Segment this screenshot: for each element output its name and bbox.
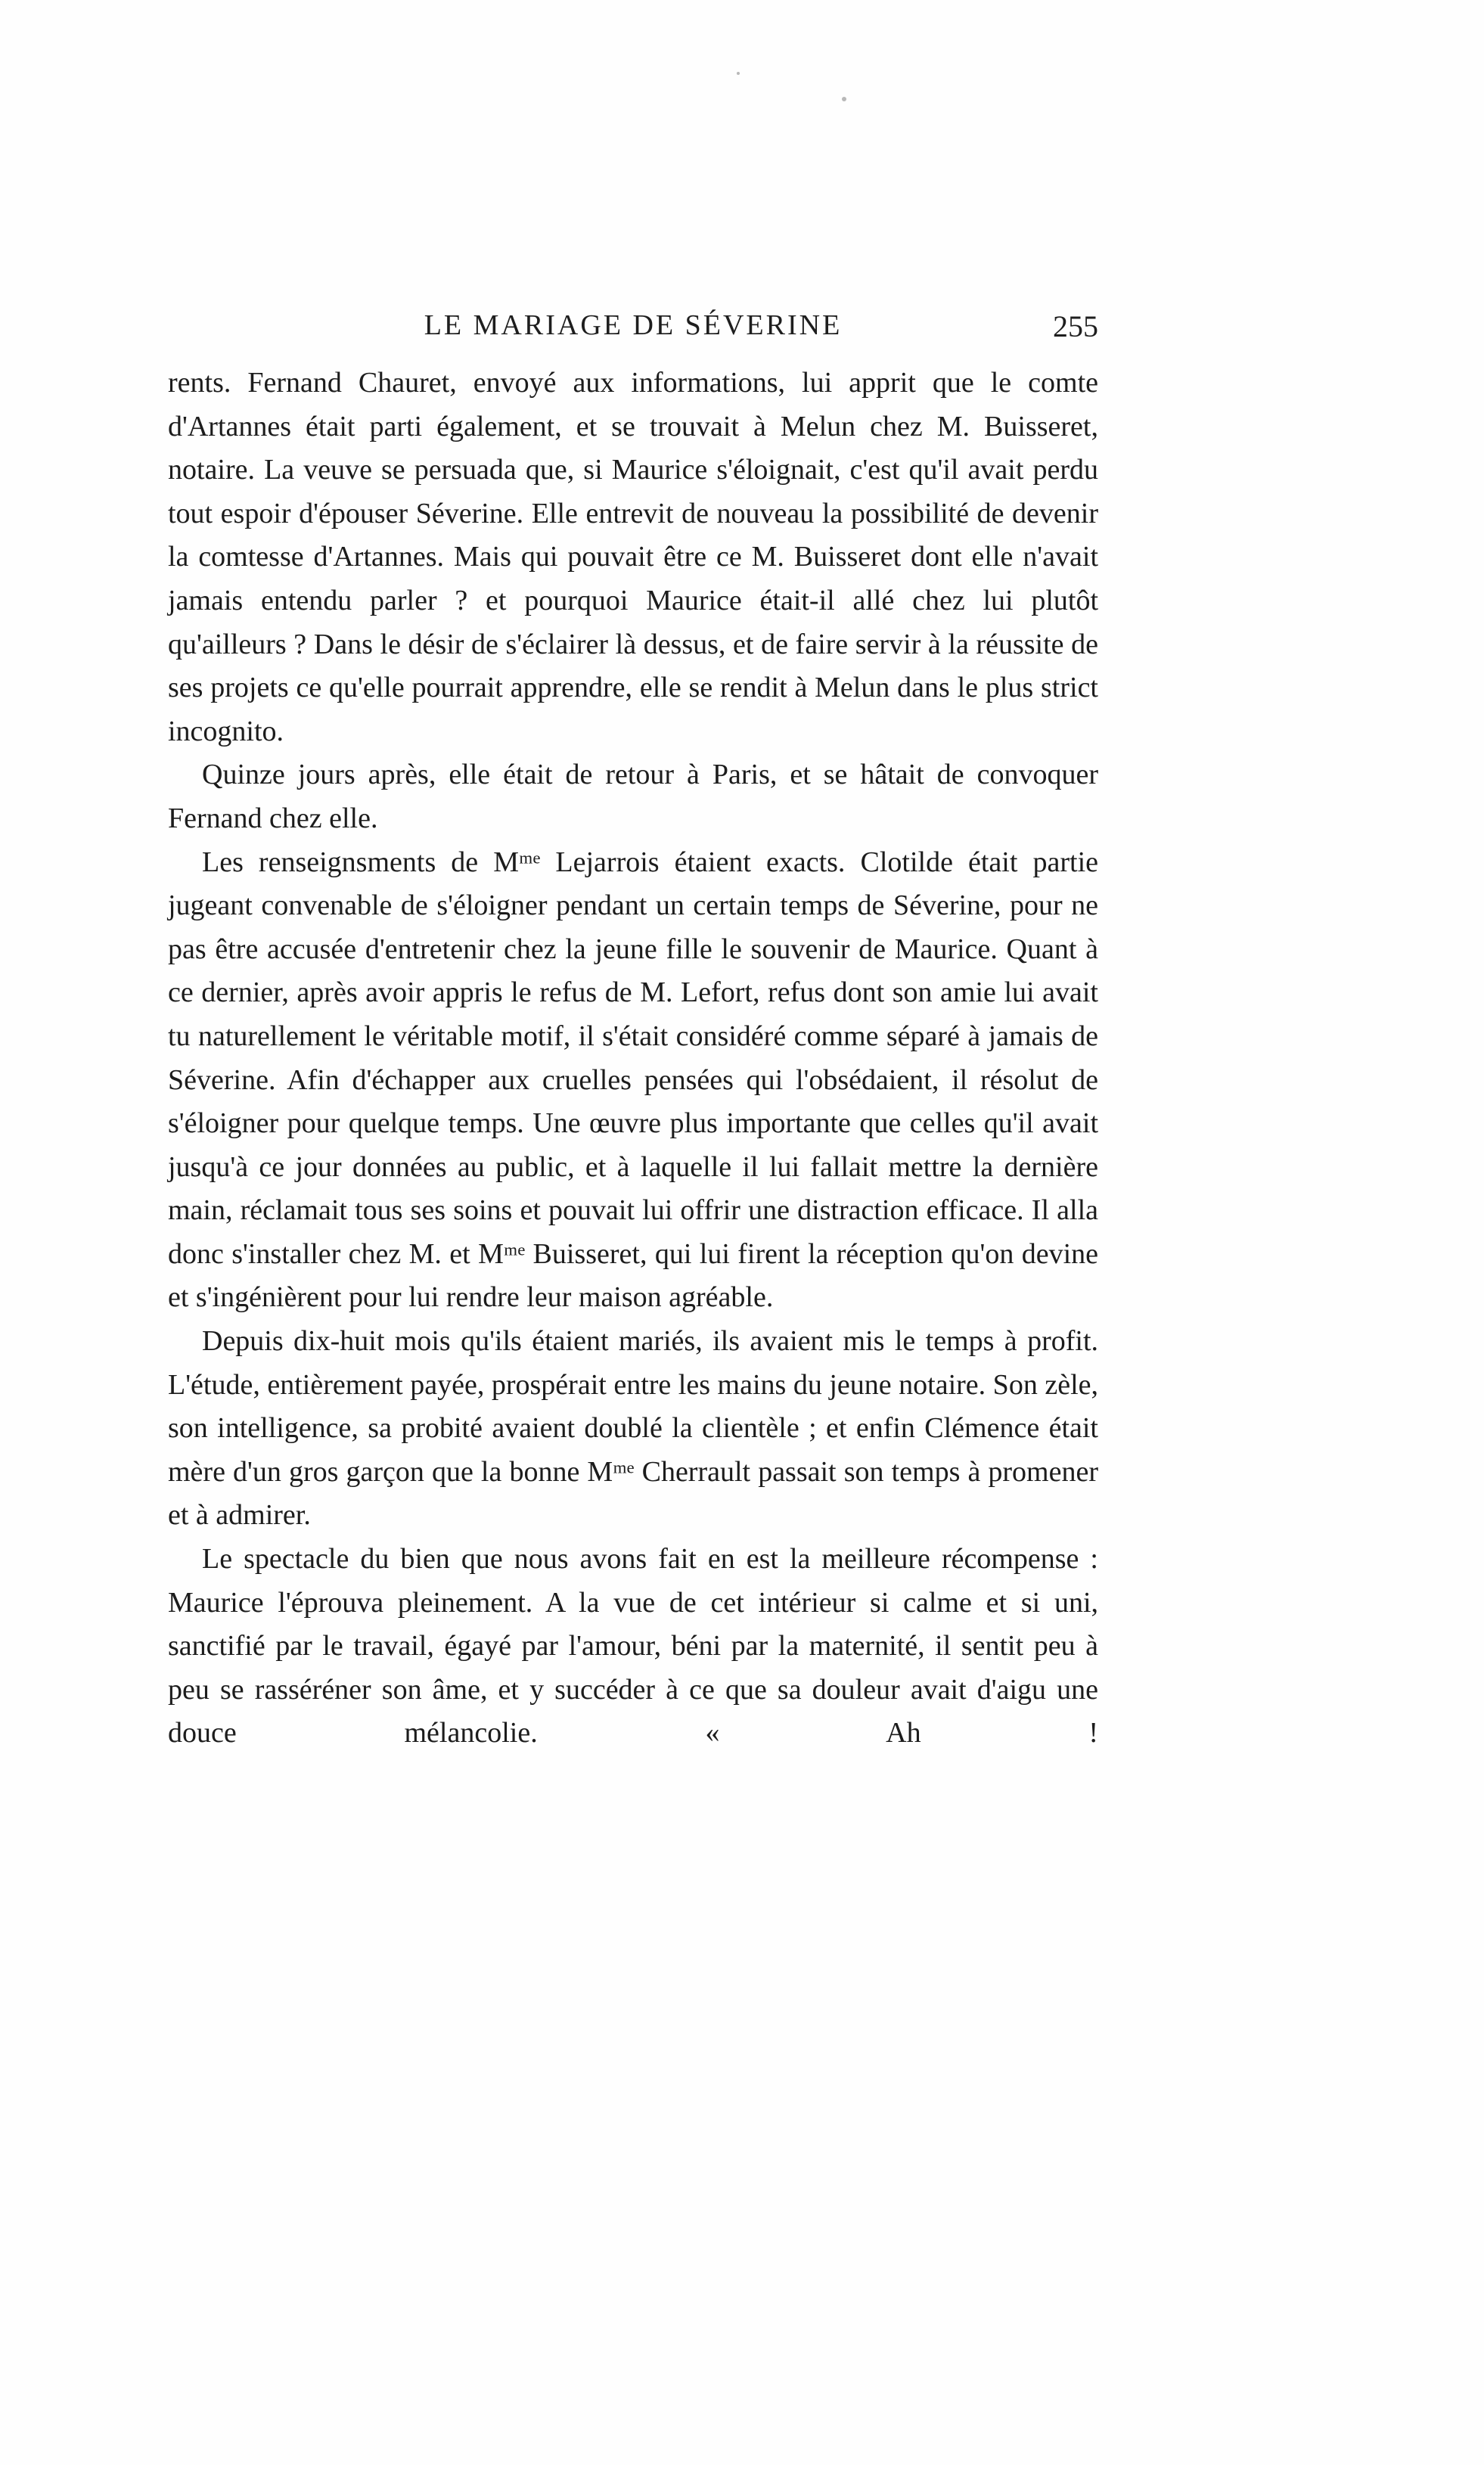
body-text bbox=[168, 362, 1098, 1756]
running-title: LE MARIAGE DE SÉVERINE bbox=[424, 309, 843, 341]
paragraph: Depuis dix-huit mois qu'ils étaient mariés, ils avaient mis le temps à profit. L'étude, entièrement payée, prospérait entre les mains du jeune notaire. Son zèle, son intelligence, sa probité avaient doublé la clientèle ; et enfin Clémence était mère d'un gros garçon que la bonne Mᵐᵉ Cherrault passait son temps à promener et à admirer. bbox=[168, 1325, 1098, 1532]
running-header bbox=[168, 309, 1098, 354]
page-number: 255 bbox=[1053, 309, 1098, 343]
paragraph: Les renseignsments de Mᵐᵉ Lejarrois étaient exacts. Clotilde était partie jugeant convenable de s'éloigner pendant un certain temps de Séverine, pour ne pas être accusée d'entretenir chez la jeune fille le souvenir de Maurice. Quant à ce dernier, après avoir appris le refus de M. Lefort, refus dont son amie lui avait tu naturellement le véritable motif, il s'était considéré comme séparé à jamais de Séverine. Afin d'échapper aux cruelles pensées qui l'obsédaient, il résolut de s'éloigner pour quelque temps. Une œuvre plus importante que celles qu'il avait jusqu'à ce jour données au public, et à laquelle il lui fallait mettre la dernière main, réclamait tous ses soins et pouvait lui offrir une distraction efficace. Il alla donc s'installer chez M. et Mᵐᵉ Buisseret, qui lui firent la réception qu'on devine et s'ingénièrent pour lui rendre leur maison agréable. bbox=[168, 846, 1098, 1314]
paragraph: Quinze jours après, elle était de retour à Paris, et se hâtait de convoquer Fernand chez elle. bbox=[168, 759, 1098, 834]
paragraph: rents. Fernand Chauret, envoyé aux informations, lui apprit que le comte d'Artannes était parti également, et se trouvait à Melun chez M. Buisseret, notaire. La veuve se persuada que, si Maurice s'éloignait, c'est qu'il avait perdu tout espoir d'épouser Séverine. Elle entrevit de nouveau la possibilité de devenir la comtesse d'Artannes. Mais qui pouvait être ce M. Buisseret dont elle n'avait jamais entendu parler ? et pourquoi Maurice était-il allé chez lui plutôt qu'ailleurs ? Dans le désir de s'éclairer là dessus, et de faire servir à la réussite de ses projets ce qu'elle pourrait apprendre, elle se rendit à Melun dans le plus strict incognito. bbox=[168, 367, 1098, 747]
paper-speck bbox=[842, 97, 846, 101]
paragraph: Le spectacle du bien que nous avons fait en est la meilleure récompense : Maurice l'éprouva pleinement. A la vue de cet intérieur si calme et si uni, sanctifié par le travail, égayé par l'amour, béni par la maternité, il sentit peu à peu se rasséréner son âme, et y succéder à ce que sa douleur avait d'aigu une douce mélancolie. « Ah ! bbox=[168, 1543, 1098, 1749]
paper-speck bbox=[737, 72, 740, 75]
